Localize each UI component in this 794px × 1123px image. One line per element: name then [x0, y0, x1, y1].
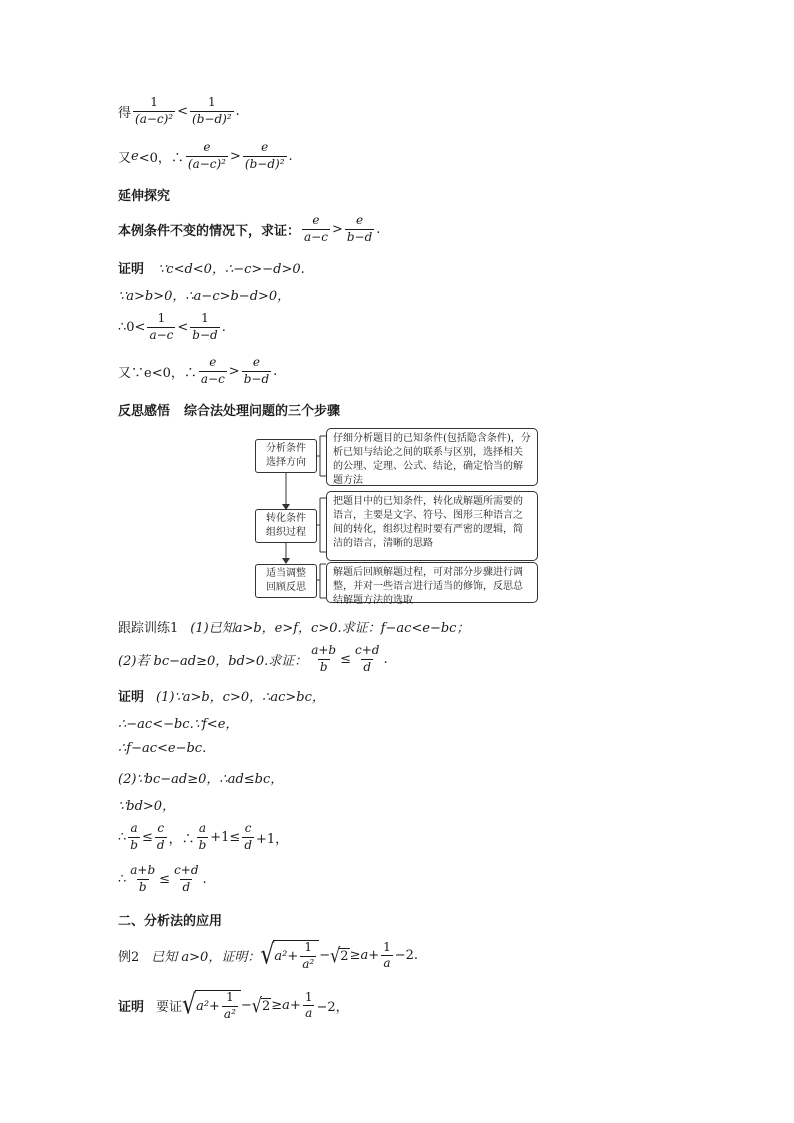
- step-2-label: 转化条件 组织过程: [255, 509, 317, 543]
- solution-1: 证明 (1)∵a>b，c>0，∴ac>bc，: [118, 690, 325, 705]
- sqrt-two: √ 2: [330, 943, 349, 968]
- sqrt-expression: √ a²+ $\frac{1}{\text{a²}}$: [260, 940, 319, 972]
- solution-6: ∴ $\frac{a}{b}$ ≤ $\frac{c}{d}$ ，∴ $\frac{a}{b}$ +1≤ $\frac{c}{d}$ +1，: [118, 821, 289, 852]
- proof-line-1: 证明 ∵c<d<0，∴−c>−d>0.: [118, 262, 305, 277]
- fraction: $\frac{1}{a}$: [383, 939, 391, 971]
- result-line-2: 又 e <0，∴ $\frac{e}{\text{(a−c)²}}$ > $\frac{e}{\text{(b−d)²}}$ .: [118, 140, 293, 171]
- sqrt-expression: √ a²+ $\frac{1}{\text{a²}}$: [182, 990, 241, 1022]
- text-de: 得: [118, 105, 132, 121]
- result-line-1: 得 $\frac{1}{\text{(a−c)²}}$ < $\frac{1}{\text{(b−d)²}}$ .: [118, 95, 240, 126]
- section-heading-analysis: 二、分析法的应用: [118, 914, 223, 929]
- fraction: $\frac{a+b}{b}$: [130, 863, 156, 894]
- fraction: $\frac{1}{\text{(b−d)²}}$: [192, 95, 232, 126]
- example-2: 例2 已知 a>0，证明： √ a²+ $\frac{1}{\text{a²}}$ − √ 2 ≥a+ $\frac{1}{a}$ −2.: [118, 939, 419, 971]
- fraction: $\frac{c+d}{d}$: [355, 643, 380, 674]
- step-1-detail: 仔细分析题目的已知条件(包括隐含条件)，分析已知与结论之间的联系与区别，选择相关的公理、定理、公式、结论，确定恰当的解题方法: [326, 428, 538, 486]
- fraction: $\frac{c+d}{d}$: [174, 863, 199, 894]
- exercise-1: 跟踪训练1 (1)已知a>b，e>f，c>0.求证：f−ac<e−bc；: [118, 621, 470, 636]
- fraction: $\frac{a}{b}$: [198, 821, 207, 852]
- reflection-heading: 反思感悟 综合法处理问题的三个步骤: [118, 404, 341, 419]
- solution-7: ∴ $\frac{a+b}{b}$ ≤ $\frac{c+d}{d}$ .: [118, 863, 207, 894]
- fraction: $\frac{c}{d}$: [244, 821, 253, 852]
- step-2-detail: 把题目中的已知条件，转化成解题所需要的语言，主要是文字、符号、图形三种语言之间的转化，组织过程时要有严密的逻辑，简洁的语言，清晰的思路: [326, 491, 538, 561]
- step-1-label: 分析条件 选择方向: [255, 439, 317, 473]
- proof-line-4: 又∵e<0，∴ $\frac{e}{a-c}$ > $\frac{e}{b-d}$ .: [118, 355, 278, 386]
- fraction: $\frac{1}{a}$: [304, 989, 313, 1021]
- step-3-detail: 解题后回顾解题过程，可对部分步骤进行调整，并对一些语言进行适当的修饰，反思总结解题方法的选取: [326, 562, 538, 603]
- fraction: $\frac{e}{b-d}$: [346, 213, 373, 244]
- sqrt-two: √ 2: [251, 993, 271, 1018]
- fraction: $\frac{c}{d}$: [156, 821, 165, 852]
- solution-5: ∵bd>0，: [118, 799, 176, 814]
- fraction: $\frac{e}{\text{(a−c)²}}$: [187, 140, 226, 171]
- fraction: $\frac{e}{b-d}$: [243, 355, 270, 386]
- flow-diagram: [250, 428, 540, 606]
- fraction: $\frac{a}{b}$: [130, 821, 138, 852]
- solution-3: ∴f−ac<e−bc.: [118, 741, 207, 756]
- solution-4: (2)∵bc−ad≥0，∴ad≤bc，: [118, 772, 284, 787]
- operator: <: [177, 103, 189, 119]
- proof-analysis-line: 证明 要证 √ a²+ $\frac{1}{\text{a²}}$ − √ 2 ≥a+ $\frac{1}{a}$ −2，: [118, 989, 349, 1021]
- fraction: $\frac{a+b}{b}$: [311, 643, 337, 674]
- proof-line-2: ∵a>b>0，∴a−c>b−d>0，: [118, 289, 291, 304]
- fraction: $\frac{1}{b-d}$: [192, 311, 218, 342]
- fraction: $\frac{e}{\text{(b−d)²}}$: [244, 140, 285, 171]
- step-3-label: 适当调整 回顾反思: [255, 564, 317, 598]
- solution-2: ∴−ac<−bc.∵f<e，: [118, 717, 239, 732]
- extend-statement: 本例条件不变的情况下，求证： $\frac{e}{a-c}$ > $\frac{e}{b-d}$ .: [118, 213, 381, 244]
- fraction: $\frac{1}{a-c}$: [149, 311, 174, 342]
- fraction: $\frac{e}{a-c}$: [304, 213, 328, 244]
- fraction: $\frac{1}{\text{(a−c)²}}$: [135, 95, 174, 126]
- proof-line-3: ∴0< $\frac{1}{a-c}$ < $\frac{1}{b-d}$ .: [118, 311, 226, 342]
- fraction: $\frac{e}{a-c}$: [200, 355, 225, 386]
- exercise-2: (2)若 bc−ad≥0，bd>0.求证： $\frac{a+b}{b}$ ≤ $\frac{c+d}{d}$ .: [118, 643, 388, 674]
- section-heading-extend: 延伸探究: [118, 189, 171, 204]
